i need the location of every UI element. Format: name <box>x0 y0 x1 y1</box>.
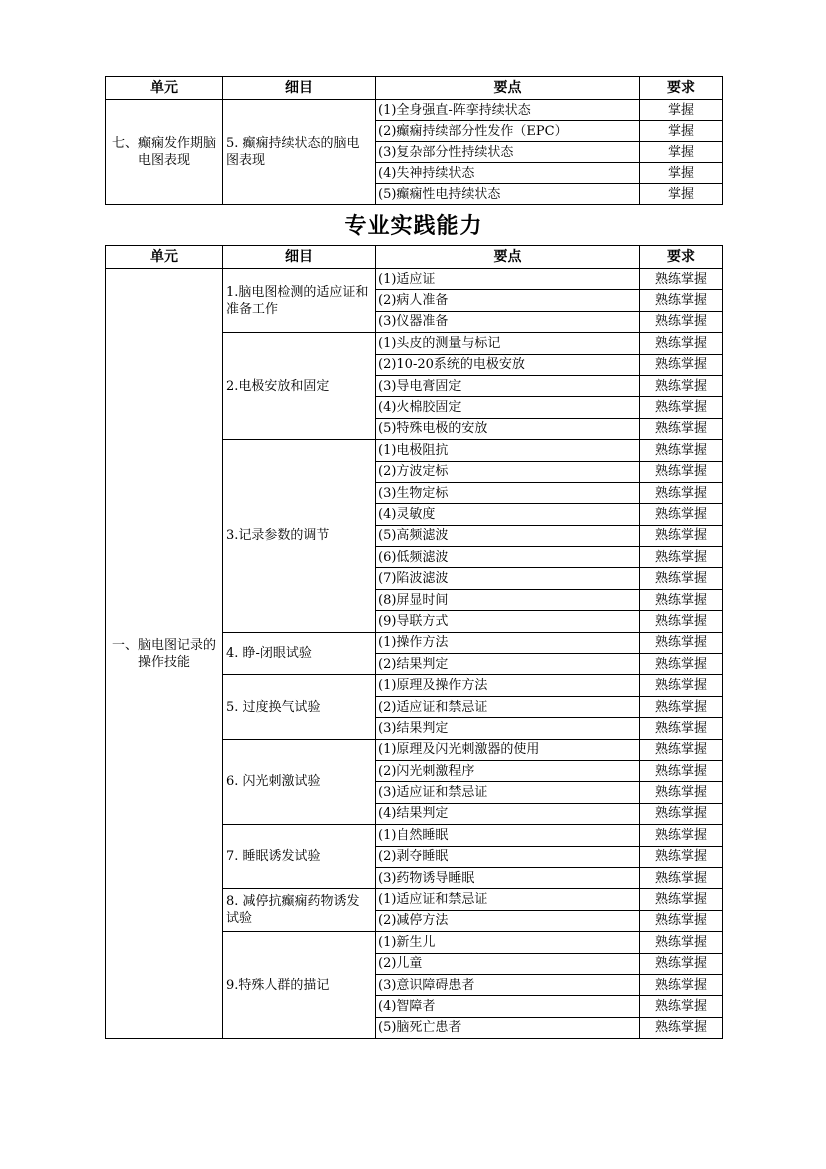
point-cell: (1)新生儿 <box>376 932 640 953</box>
requirement-cell: 熟练掌握 <box>640 525 723 546</box>
detail-cell: 8. 减停抗癫痫药物诱发试验 <box>223 889 376 932</box>
requirement-cell: 熟练掌握 <box>640 482 723 503</box>
requirement-cell: 熟练掌握 <box>640 547 723 568</box>
point-cell: (3)导电膏固定 <box>376 375 640 396</box>
point-cell: (2)闪光刺激程序 <box>376 760 640 781</box>
header-requirement: 要求 <box>640 77 723 100</box>
requirement-cell: 熟练掌握 <box>640 654 723 675</box>
point-cell: (1)原理及操作方法 <box>376 675 640 696</box>
table-row <box>106 269 723 290</box>
point-cell: (5)高频滤波 <box>376 525 640 546</box>
detail-cell: 6. 闪光刺激试验 <box>223 739 376 825</box>
requirement-cell: 熟练掌握 <box>640 568 723 589</box>
header-detail: 细目 <box>223 77 376 100</box>
requirement-cell: 熟练掌握 <box>640 461 723 482</box>
point-cell: (5)脑死亡患者 <box>376 1017 640 1038</box>
requirement-cell: 掌握 <box>640 100 723 121</box>
point-cell: (3)结果判定 <box>376 718 640 739</box>
requirement-cell: 熟练掌握 <box>640 846 723 867</box>
requirement-cell: 熟练掌握 <box>640 311 723 332</box>
header-point: 要点 <box>376 77 640 100</box>
requirement-cell: 熟练掌握 <box>640 974 723 995</box>
table-header-row <box>106 246 723 269</box>
detail-cell: 7. 睡眠诱发试验 <box>223 825 376 889</box>
requirement-cell: 熟练掌握 <box>640 504 723 525</box>
requirement-cell: 掌握 <box>640 184 723 205</box>
requirement-cell: 熟练掌握 <box>640 825 723 846</box>
point-cell: (2)10-20系统的电极安放 <box>376 354 640 375</box>
header-point: 要点 <box>376 246 640 269</box>
requirement-cell: 熟练掌握 <box>640 760 723 781</box>
requirement-cell: 熟练掌握 <box>640 953 723 974</box>
point-cell: (3)药物诱导睡眠 <box>376 867 640 888</box>
point-cell: (3)生物定标 <box>376 482 640 503</box>
requirement-cell: 熟练掌握 <box>640 375 723 396</box>
requirement-cell: 熟练掌握 <box>640 418 723 439</box>
exam-outline-table-1 <box>105 76 723 205</box>
requirement-cell: 熟练掌握 <box>640 440 723 461</box>
requirement-cell: 掌握 <box>640 121 723 142</box>
exam-outline-table-2 <box>105 245 723 1039</box>
requirement-cell: 掌握 <box>640 163 723 184</box>
requirement-cell: 熟练掌握 <box>640 333 723 354</box>
detail-cell: 5. 过度换气试验 <box>223 675 376 739</box>
table-body <box>106 269 723 1039</box>
point-cell: (4)智障者 <box>376 996 640 1017</box>
point-cell: (3)复杂部分性持续状态 <box>376 142 640 163</box>
requirement-cell: 熟练掌握 <box>640 269 723 290</box>
unit-cell: 七、癫痫发作期脑电图表现 <box>106 100 223 205</box>
point-cell: (2)减停方法 <box>376 910 640 931</box>
detail-cell: 2.电极安放和固定 <box>223 333 376 440</box>
point-cell: (2)结果判定 <box>376 654 640 675</box>
point-cell: (4)灵敏度 <box>376 504 640 525</box>
point-cell: (1)电极阻抗 <box>376 440 640 461</box>
section-title: 专业实践能力 <box>344 214 483 239</box>
point-cell: (9)导联方式 <box>376 611 640 632</box>
header-unit: 单元 <box>106 77 223 100</box>
detail-cell: 4. 睁-闭眼试验 <box>223 632 376 675</box>
table-header-row <box>106 77 723 100</box>
point-cell: (1)全身强直-阵挛持续状态 <box>376 100 640 121</box>
table-row <box>106 100 723 121</box>
detail-cell: 9.特殊人群的描记 <box>223 932 376 1039</box>
point-cell: (4)结果判定 <box>376 803 640 824</box>
requirement-cell: 熟练掌握 <box>640 611 723 632</box>
point-cell: (2)适应证和禁忌证 <box>376 696 640 717</box>
detail-cell: 5. 癫痫持续状态的脑电图表现 <box>223 100 376 205</box>
requirement-cell: 熟练掌握 <box>640 739 723 760</box>
header-requirement: 要求 <box>640 246 723 269</box>
point-cell: (7)陷波滤波 <box>376 568 640 589</box>
point-cell: (4)失神持续状态 <box>376 163 640 184</box>
point-cell: (4)火棉胶固定 <box>376 397 640 418</box>
requirement-cell: 熟练掌握 <box>640 1017 723 1038</box>
point-cell: (3)适应证和禁忌证 <box>376 782 640 803</box>
requirement-cell: 熟练掌握 <box>640 589 723 610</box>
detail-cell: 3.记录参数的调节 <box>223 440 376 633</box>
requirement-cell: 熟练掌握 <box>640 932 723 953</box>
point-cell: (8)屏显时间 <box>376 589 640 610</box>
point-cell: (1)原理及闪光刺激器的使用 <box>376 739 640 760</box>
requirement-cell: 熟练掌握 <box>640 397 723 418</box>
point-cell: (2)剥夺睡眠 <box>376 846 640 867</box>
point-cell: (1)适应证 <box>376 269 640 290</box>
requirement-cell: 掌握 <box>640 142 723 163</box>
requirement-cell: 熟练掌握 <box>640 889 723 910</box>
requirement-cell: 熟练掌握 <box>640 718 723 739</box>
point-cell: (3)意识障碍患者 <box>376 974 640 995</box>
point-cell: (3)仪器准备 <box>376 311 640 332</box>
point-cell: (6)低频滤波 <box>376 547 640 568</box>
requirement-cell: 熟练掌握 <box>640 867 723 888</box>
unit-cell: 一、脑电图记录的操作技能 <box>106 269 223 1039</box>
point-cell: (2)癫痫持续部分性发作（EPC） <box>376 121 640 142</box>
requirement-cell: 熟练掌握 <box>640 632 723 653</box>
point-cell: (1)自然睡眠 <box>376 825 640 846</box>
requirement-cell: 熟练掌握 <box>640 290 723 311</box>
requirement-cell: 熟练掌握 <box>640 696 723 717</box>
header-unit: 单元 <box>106 246 223 269</box>
detail-cell: 1.脑电图检测的适应证和准备工作 <box>223 269 376 333</box>
point-cell: (5)特殊电极的安放 <box>376 418 640 439</box>
point-cell: (2)方波定标 <box>376 461 640 482</box>
requirement-cell: 熟练掌握 <box>640 803 723 824</box>
point-cell: (2)儿童 <box>376 953 640 974</box>
requirement-cell: 熟练掌握 <box>640 675 723 696</box>
requirement-cell: 熟练掌握 <box>640 910 723 931</box>
point-cell: (2)病人准备 <box>376 290 640 311</box>
point-cell: (1)头皮的测量与标记 <box>376 333 640 354</box>
point-cell: (5)癫痫性电持续状态 <box>376 184 640 205</box>
header-detail: 细目 <box>223 246 376 269</box>
point-cell: (1)适应证和禁忌证 <box>376 889 640 910</box>
point-cell: (1)操作方法 <box>376 632 640 653</box>
requirement-cell: 熟练掌握 <box>640 782 723 803</box>
requirement-cell: 熟练掌握 <box>640 996 723 1017</box>
requirement-cell: 熟练掌握 <box>640 354 723 375</box>
